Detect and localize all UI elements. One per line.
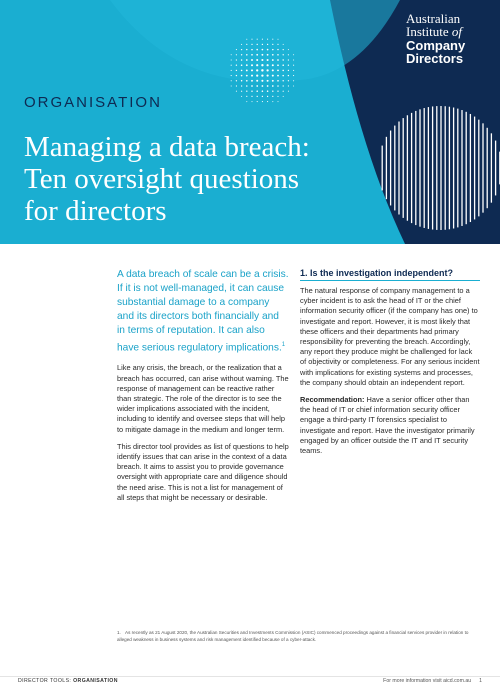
recommendation-label: Recommendation: bbox=[300, 395, 365, 405]
category-label: ORGANISATION bbox=[24, 94, 162, 111]
footnote-ref[interactable]: 1 bbox=[281, 342, 286, 348]
question-body: The natural response of company management to a cyber incident is to ask the head of IT or the chief information security officer (if the company has one) to investigate and report. However, it is most likely that these officers and their departments had primary responsibility for preventing the breach. Accordingly, any report they produce might be challenged for lack of objectivity or completeness. For any serious incident with implications for existing systems and processes, the company should obtain an independent report. bbox=[300, 286, 480, 387]
footnote-text: As recently as 21 August 2020, the Australian Securities and Investments Commission (ASIC) commenced proceedings against a financial services provider in relation to alleged weakness in business systems and risk management identified because of a cyber-attack. bbox=[117, 630, 469, 642]
recommendation-text: Have a senior officer other than the head of IT or chief information security officer engage a third-party IT forensics specialist to investigate and report. Have the investigator primarily engaged by an officer outside the IT and IT security teams. bbox=[300, 395, 475, 456]
body-paragraph-1: Like any crisis, the breach, or the realization that a breach has occurred, can arise without warning. The response of management can be reactive rather than strategic. The role of the director is to see the wider implications associated with the incident, including to identify and oversee steps that will help to mitigate damage in the medium and longer term. bbox=[117, 363, 289, 434]
aicd-logo[interactable] bbox=[406, 12, 486, 65]
hero-banner bbox=[0, 0, 500, 244]
logo-line-1: Australian bbox=[406, 11, 461, 26]
footer-section-label: DIRECTOR TOOLS: ORGANISATION bbox=[18, 678, 118, 684]
footer-info bbox=[383, 678, 482, 684]
footnote bbox=[117, 630, 482, 643]
heading-divider bbox=[300, 280, 480, 281]
footer-divider bbox=[0, 676, 500, 677]
lede-paragraph: A data breach of scale can be a crisis. If it is not well-managed, it can cause substantial damage to a company and its directors both financially and in terms of reputation. It can also have serious regulatory implications.$^1$ bbox=[117, 269, 289, 354]
page-number: 1 bbox=[479, 678, 482, 684]
left-column bbox=[117, 268, 289, 510]
title-line-1: Managing a data breach: bbox=[24, 131, 310, 163]
title-line-2: Ten oversight questions bbox=[24, 163, 300, 195]
question-heading: 1. Is the investigation independent? bbox=[300, 268, 454, 278]
right-column bbox=[300, 268, 480, 463]
body-paragraph-2: This director tool provides as list of questions to help identify issues that can arise in the context of a data breach. It aims to assist you to provide governance oversight with appropriate care and diligence should the need arise. This is not a list for management of all steps that might be necessary or desirable. bbox=[117, 441, 289, 502]
logo-line-2: Institute of bbox=[406, 24, 462, 39]
logo-line-3: Company bbox=[406, 38, 466, 53]
footer-link[interactable]: For more information visit aicd.com.au bbox=[383, 678, 472, 684]
title-line-3: for directors bbox=[24, 195, 167, 227]
logo-line-4: Directors bbox=[406, 51, 464, 66]
footnote-number: 1. bbox=[117, 630, 121, 635]
page-title bbox=[24, 131, 384, 227]
recommendation-paragraph bbox=[300, 395, 480, 456]
